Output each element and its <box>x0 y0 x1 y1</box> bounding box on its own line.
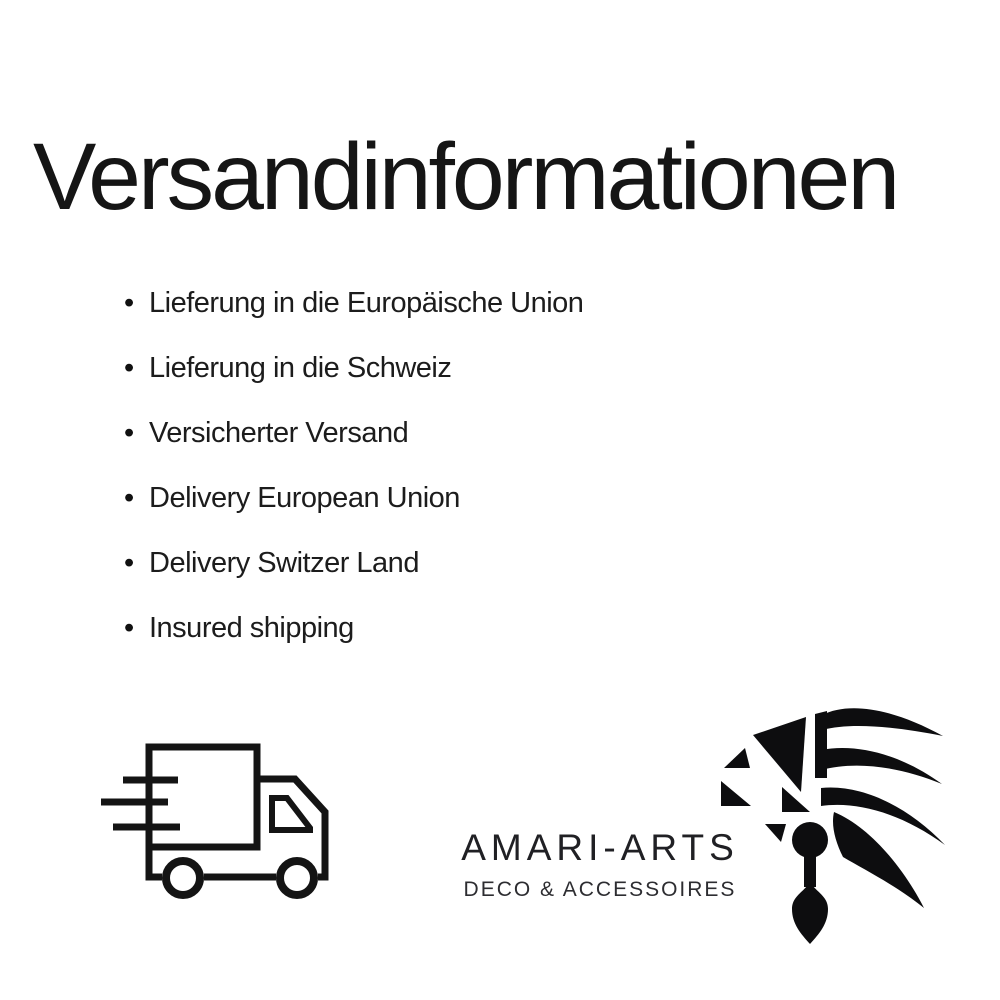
logo-face-triangle-large <box>753 717 806 792</box>
bullet-icon: • <box>124 547 134 579</box>
bullet-icon: • <box>124 417 134 449</box>
truck-rear-wheel <box>166 861 200 895</box>
brand-name: AMARI-ARTS <box>461 827 739 868</box>
bullet-icon: • <box>124 352 134 384</box>
logo-earring-stem <box>804 853 816 887</box>
shipping-list-item <box>124 288 583 318</box>
logo-face-triangle-small <box>765 824 786 842</box>
logo-feather-band-4 <box>833 812 924 908</box>
shipping-list-item <box>124 418 583 448</box>
truck-front-wheel <box>280 861 314 895</box>
shipping-list-item-text: Lieferung in die Schweiz <box>149 352 452 384</box>
shipping-list-item-text: Versicherter Versand <box>149 417 409 449</box>
bullet-icon: • <box>124 287 134 319</box>
speed-lines-icon <box>101 780 180 827</box>
truck-window <box>272 798 310 830</box>
shipping-list-item <box>124 353 583 383</box>
logo-face-triangle-mid <box>782 787 810 812</box>
bullet-icon: • <box>124 612 134 644</box>
shipping-list-item-text: Lieferung in die Europäische Union <box>149 287 584 319</box>
logo-face-triangle-left <box>721 781 751 806</box>
brand-tagline: DECO & ACCESSOIRES <box>463 878 737 901</box>
fast-delivery-truck-icon <box>90 735 340 905</box>
logo-feather-band-1 <box>822 708 943 736</box>
logo-feather-band-2 <box>821 748 942 784</box>
shipping-list-item <box>124 548 583 578</box>
logo-earring-circle <box>792 822 828 858</box>
logo-face-triangle-upper-left <box>724 748 750 768</box>
shipping-list-item <box>124 483 583 513</box>
truck-cargo-box <box>149 747 257 847</box>
shipping-list-item-text: Delivery Switzer Land <box>149 547 419 579</box>
shipping-list-item-text: Delivery European Union <box>149 482 460 514</box>
page-title: Versandinformationen <box>33 124 898 230</box>
native-american-headdress-logo-icon <box>700 695 955 960</box>
shipping-list-item-text: Insured shipping <box>149 612 354 644</box>
shipping-list-item <box>124 613 583 643</box>
logo-earring-pendant <box>792 882 828 944</box>
shipping-list <box>124 288 583 678</box>
bullet-icon: • <box>124 482 134 514</box>
